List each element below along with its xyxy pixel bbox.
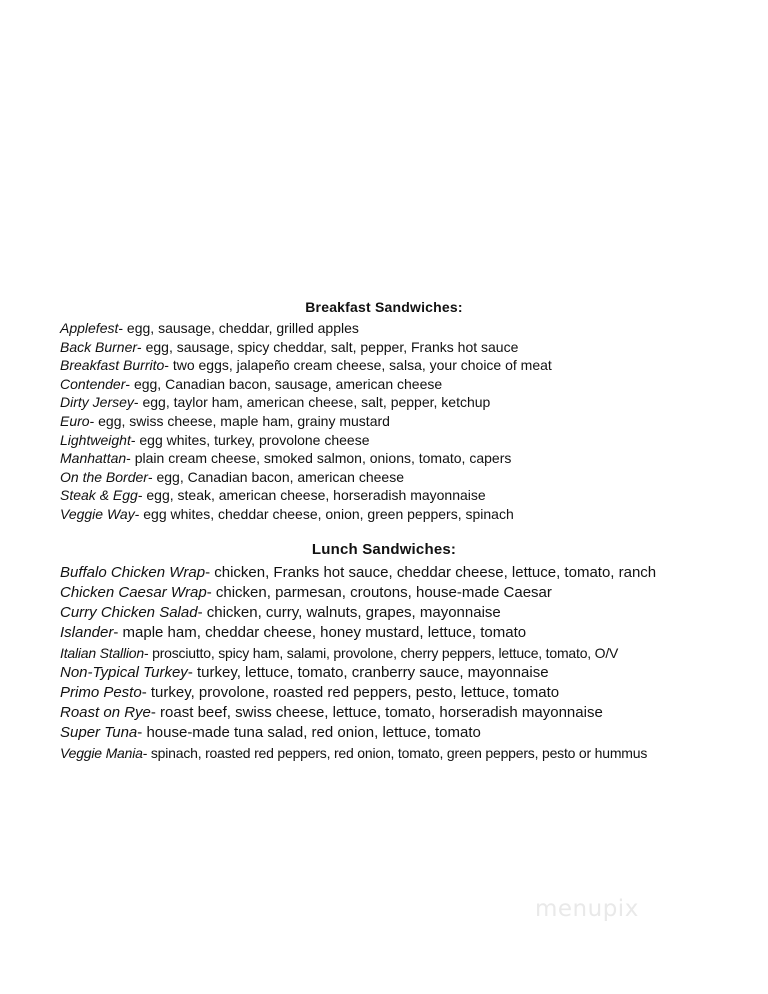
menu-item-name: Islander [60, 624, 114, 641]
menu-item-description: - turkey, provolone, roasted red peppers, pesto, lettuce, tomato [141, 684, 560, 701]
menu-item-name: Breakfast Burrito [60, 357, 165, 374]
menu-item-name: Chicken Caesar Wrap [60, 584, 207, 601]
menu-item-name: Roast on Rye [60, 704, 151, 721]
menu-item-description: - egg, steak, american cheese, horseradish mayonnaise [137, 487, 486, 504]
menu-item-description: - chicken, curry, walnuts, grapes, mayonnaise [197, 604, 501, 621]
lunch-section-title: Lunch Sandwiches: [311, 541, 457, 558]
menu-item-description: - egg, taylor ham, american cheese, salt, pepper, ketchup [133, 394, 491, 411]
menu-item-name: Lightweight [60, 431, 131, 448]
breakfast-section-title: Breakfast Sandwiches: [305, 299, 463, 315]
menu-item [60, 583, 656, 603]
breakfast-menu-list [60, 319, 552, 524]
menu-item-name: Curry Chicken Salad [60, 604, 198, 621]
menu-item-name: Euro [60, 412, 90, 429]
menu-item-description: - chicken, Franks hot sauce, cheddar cheese, lettuce, tomato, ranch [205, 564, 657, 581]
menu-item [60, 449, 552, 468]
menu-item [60, 486, 552, 505]
menu-item-name: Manhattan [60, 450, 127, 467]
menu-item-description: - maple ham, cheddar cheese, honey mustard, lettuce, tomato [113, 624, 527, 641]
menu-item-description: - egg whites, turkey, provolone cheese [130, 431, 370, 448]
menu-item-name: Applefest [60, 320, 119, 336]
menu-item [60, 393, 552, 412]
menu-item-description: - turkey, lettuce, tomato, cranberry sauce, mayonnaise [187, 664, 549, 681]
menu-item-description: - chicken, parmesan, croutons, house-made Caesar [206, 584, 552, 601]
menu-item [60, 723, 656, 743]
menu-item-name: Steak & Egg [60, 487, 138, 504]
menu-item-name: Back Burner [60, 338, 138, 355]
menu-item-name: Buffalo Chicken Wrap [60, 564, 206, 581]
menu-item [60, 703, 656, 723]
menu-item [60, 623, 656, 643]
menu-item [60, 319, 552, 338]
menu-item-description: - egg whites, cheddar cheese, onion, green peppers, spinach [134, 505, 514, 522]
menu-item-name: Dirty Jersey [60, 394, 134, 411]
menu-item [60, 743, 656, 763]
menu-item [60, 663, 656, 683]
menu-item [60, 356, 552, 375]
menu-item-description: - egg, sausage, spicy cheddar, salt, pepper, Franks hot sauce [137, 338, 519, 355]
menu-item [60, 505, 552, 524]
menu-item-name: Italian Stallion [60, 645, 144, 661]
menu-item [60, 375, 552, 394]
menu-item-description: - house-made tuna salad, red onion, lettuce, tomato [137, 724, 481, 741]
menu-item [60, 643, 656, 663]
menu-item [60, 468, 552, 487]
menu-item-name: Veggie Way [60, 505, 135, 522]
menu-item [60, 338, 552, 357]
menu-item-description: - plain cream cheese, smoked salmon, onions, tomato, capers [126, 450, 512, 467]
menu-item [60, 603, 656, 623]
lunch-menu-list [60, 563, 656, 763]
menu-item [60, 431, 552, 450]
menu-item-name: Veggie Mania [60, 745, 143, 761]
menu-item [60, 412, 552, 431]
menu-item-name: Super Tuna [60, 724, 138, 741]
menu-item-description: - egg, Canadian bacon, american cheese [147, 468, 404, 485]
menu-item-description: - prosciutto, spicy ham, salami, provolone, cherry peppers, lettuce, tomato, O/V [143, 645, 619, 661]
watermark-logo: menupix [535, 896, 639, 922]
menu-item-description: - egg, Canadian bacon, sausage, american cheese [125, 375, 443, 392]
menu-item-description: - egg, swiss cheese, maple ham, grainy mustard [89, 412, 390, 429]
menu-item-description: - roast beef, swiss cheese, lettuce, tomato, horseradish mayonnaise [150, 704, 603, 721]
menu-item [60, 563, 656, 583]
menu-item-name: Non-Typical Turkey [60, 664, 188, 681]
menu-item [60, 683, 656, 703]
menu-item-description: - spinach, roasted red peppers, red onion, tomato, green peppers, pesto or hummus [142, 745, 648, 761]
menu-item-description: - egg, sausage, cheddar, grilled apples [118, 320, 359, 336]
menu-item-name: On the Border [60, 468, 148, 485]
menu-item-name: Contender [60, 375, 126, 392]
menu-item-name: Primo Pesto [60, 684, 142, 701]
menu-item-description: - two eggs, jalapeño cream cheese, salsa, your choice of meat [164, 357, 552, 374]
